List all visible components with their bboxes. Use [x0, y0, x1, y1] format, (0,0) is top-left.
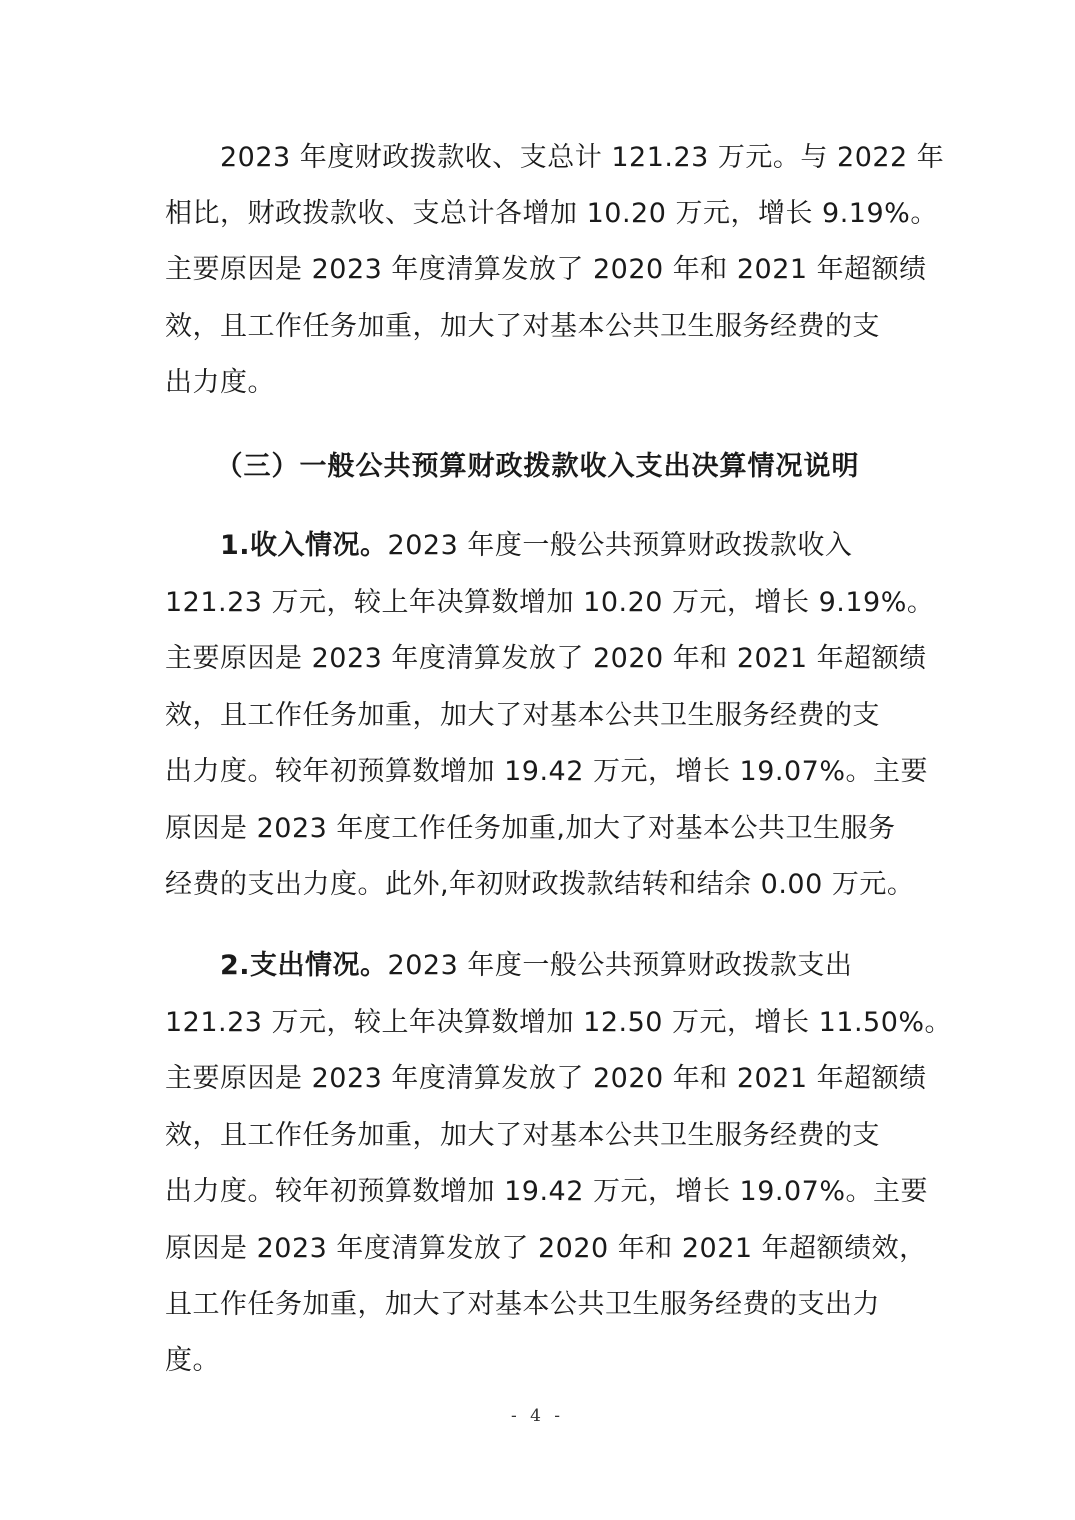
- paragraph-line: 经费的支出力度。此外,年初财政拨款结转和结余 0.00 万元。: [165, 869, 915, 900]
- expense-first-text: 2023 年度一般公共预算财政拨款支出: [387, 950, 853, 981]
- income-first-text: 2023 年度一般公共预算财政拨款收入: [387, 530, 853, 561]
- paragraph-line: 主要原因是 2023 年度清算发放了 2020 年和 2021 年超额绩: [165, 1063, 927, 1094]
- paragraph-line: 度。: [165, 1345, 220, 1376]
- paragraph-line: 出力度。: [165, 367, 275, 398]
- paragraph-line: 121.23 万元，较上年决算数增加 12.50 万元，增长 11.50%。: [165, 1007, 953, 1038]
- paragraph-line: 相比，财政拨款收、支总计各增加 10.20 万元，增长 9.19%。: [165, 198, 938, 229]
- paragraph-line: 原因是 2023 年度工作任务加重,加大了对基本公共卫生服务: [165, 813, 896, 844]
- paragraph-line: 出力度。较年初预算数增加 19.42 万元，增长 19.07%。主要: [165, 756, 928, 787]
- paragraph-line: 效，且工作任务加重，加大了对基本公共卫生服务经费的支: [165, 1120, 880, 1151]
- paragraph-line: 原因是 2023 年度清算发放了 2020 年和 2021 年超额绩效，: [165, 1233, 927, 1264]
- income-label: 1.收入情况。: [220, 530, 388, 561]
- paragraph-line: 主要原因是 2023 年度清算发放了 2020 年和 2021 年超额绩: [165, 643, 927, 674]
- page-number: - 4 -: [510, 1406, 565, 1426]
- paragraph-line: 效，且工作任务加重，加大了对基本公共卫生服务经费的支: [165, 311, 880, 342]
- income-first-line: [220, 531, 980, 561]
- expense-label: 2.支出情况。: [220, 950, 388, 981]
- section-heading: （三）一般公共预算财政拨款收入支出决算情况说明: [215, 451, 860, 482]
- paragraph-line: 出力度。较年初预算数增加 19.42 万元，增长 19.07%。主要: [165, 1176, 928, 1207]
- paragraph-line: 121.23 万元，较上年决算数增加 10.20 万元，增长 9.19%。: [165, 587, 935, 618]
- paragraph-line: 2023 年度财政拨款收、支总计 121.23 万元。与 2022 年: [220, 142, 945, 173]
- expense-first-line: [220, 951, 980, 981]
- paragraph-line: 效，且工作任务加重，加大了对基本公共卫生服务经费的支: [165, 700, 880, 731]
- paragraph-line: 且工作任务加重，加大了对基本公共卫生服务经费的支出力: [165, 1289, 880, 1320]
- paragraph-line: 主要原因是 2023 年度清算发放了 2020 年和 2021 年超额绩: [165, 254, 927, 285]
